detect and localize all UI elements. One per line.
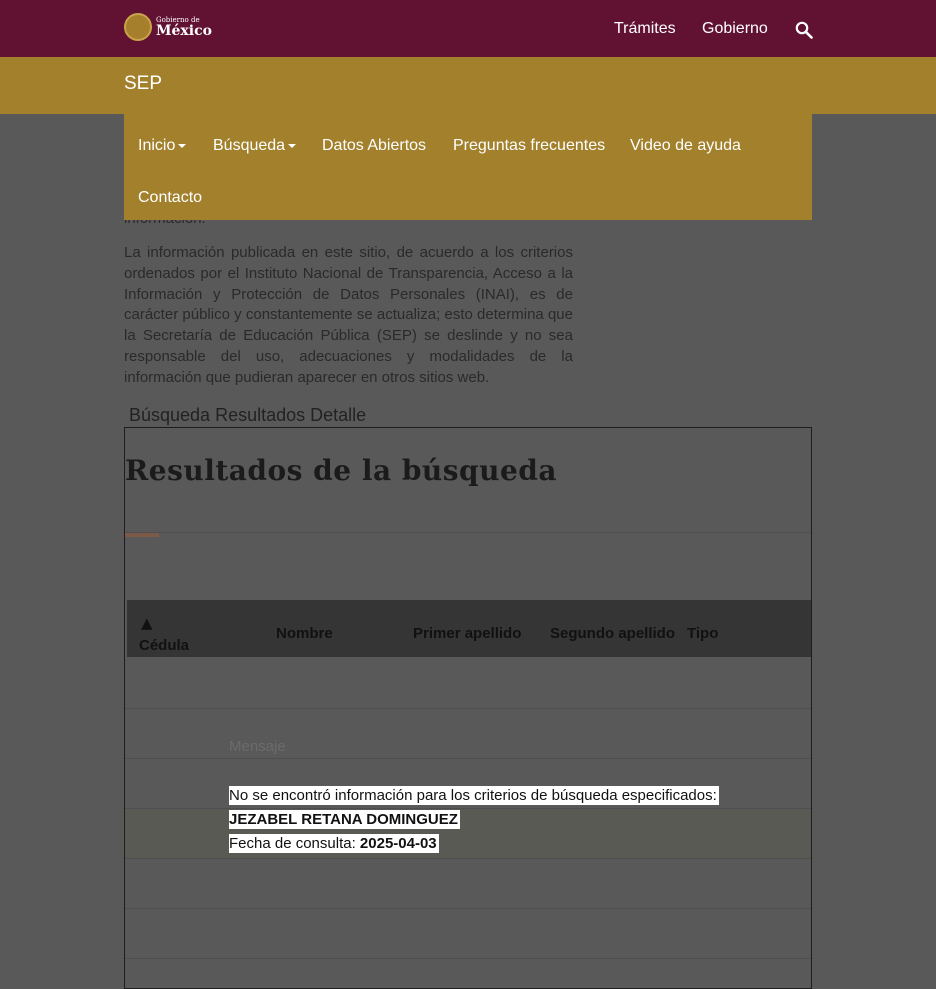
divider: [125, 532, 811, 533]
info-paragraph: La información publicada en este sitio, de acuerdo a los criterios ordenados por el Instituto Nacional de Transparencia, Acceso a la Información y Protección de Datos Personales (INAI), es de carácter público y constantemente se actualiza; esto determina que la Secretaría de Educación Pública (SEP) se deslinde y no sea responsable del uso, adecuaciones y modalidades de la información que pudieran aparecer en otros sitios web.: [124, 244, 573, 386]
message-name: JEZABEL RETANA DOMINGUEZ: [229, 811, 458, 828]
menu-item-contacto[interactable]: Contacto: [138, 189, 203, 206]
row-divider: [125, 858, 811, 859]
breadcrumb: Búsqueda Resultados Detalle: [129, 405, 367, 425]
message-label: Mensaje: [229, 738, 286, 755]
menu-item-inicio[interactable]: Inicio: [138, 137, 186, 155]
column-cedula[interactable]: Cédula: [139, 637, 190, 654]
message-date: Fecha de consulta: 2025-04-03: [229, 835, 437, 852]
caret-down-icon: [288, 144, 296, 148]
seal-icon: [124, 13, 152, 41]
column-tipo[interactable]: Tipo: [687, 625, 719, 642]
gov-header: [0, 0, 936, 57]
column-primer-apellido[interactable]: Primer apellido: [413, 625, 522, 642]
nav-gobierno-link[interactable]: Gobierno: [702, 20, 768, 37]
results-title: Resultados de la búsqueda: [125, 454, 558, 487]
sep-title[interactable]: SEP: [124, 73, 163, 94]
row-divider: [125, 958, 811, 959]
nav-menu-panel: [124, 114, 812, 220]
table-row: [125, 810, 811, 858]
column-segundo-apellido[interactable]: Segundo apellido: [550, 625, 676, 642]
row-divider: [125, 758, 811, 759]
nav-tramites-link[interactable]: Trámites: [614, 20, 676, 37]
menu-item-video-ayuda[interactable]: Video de ayuda: [630, 137, 741, 154]
logo-big-text: México: [156, 22, 212, 39]
column-nombre[interactable]: Nombre: [276, 625, 333, 642]
search-icon[interactable]: [795, 21, 813, 39]
results-panel: [124, 427, 812, 989]
menu-item-preguntas-frecuentes[interactable]: Preguntas frecuentes: [453, 137, 606, 154]
gobierno-logo[interactable]: [124, 13, 212, 41]
message-text: No se encontró información para los criterios de búsqueda especificados:: [229, 787, 717, 804]
row-divider: [125, 908, 811, 909]
results-table-header: [127, 600, 811, 657]
caret-down-icon: [178, 144, 186, 148]
menu-item-busqueda[interactable]: Búsqueda: [213, 137, 296, 155]
row-divider: [125, 808, 811, 809]
sort-asc-icon[interactable]: ▲: [141, 614, 153, 632]
menu-item-datos-abiertos[interactable]: Datos Abiertos: [322, 137, 427, 154]
logo-small-text: Gobierno de: [156, 15, 200, 24]
row-divider: [125, 708, 811, 709]
